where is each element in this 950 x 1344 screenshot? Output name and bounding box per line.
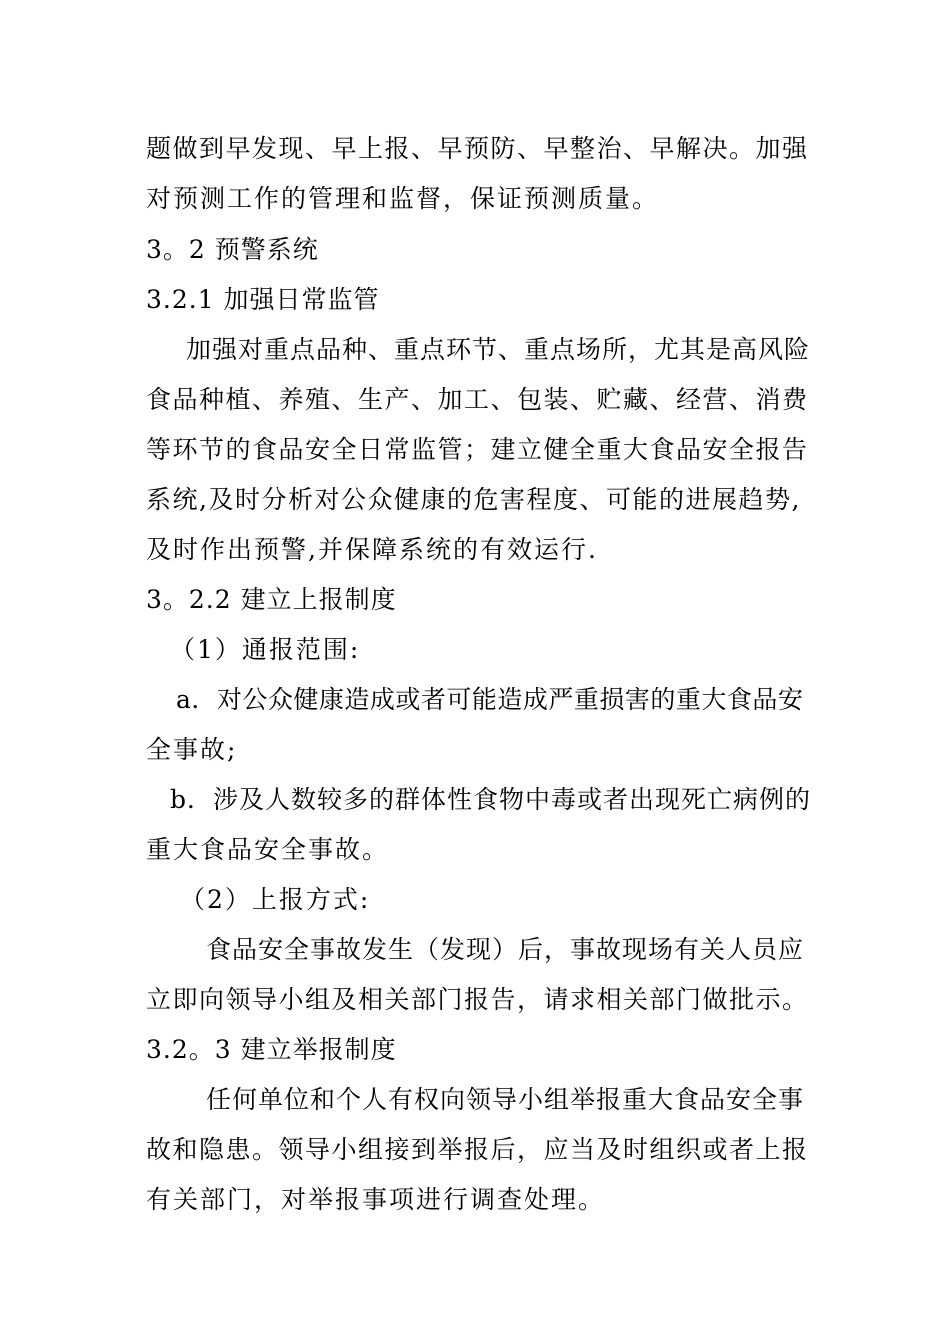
section-heading: 3。2 预警系统 [146,235,319,264]
paragraph-line: 食品安全事故发生（发现）后，事故现场有关人员应 [206,935,805,964]
paragraph-line: 故和隐患。领导小组接到举报后，应当及时组织或者上报 [146,1135,809,1164]
list-item-continuation: 重大食品安全事故。 [146,835,390,864]
list-item-continuation: 全事故; [146,735,238,764]
paragraph-line: 食品种植、养殖、生产、加工、包装、贮藏、经营、消费 [146,385,809,414]
paragraph-line: 等环节的食品安全日常监管；建立健全重大食品安全报告 [146,435,809,464]
paragraph-line: 系统,及时分析对公众健康的危害程度、可能的进展趋势, [146,485,801,514]
paragraph-line: 加强对重点品种、重点环节、重点场所，尤其是高风险 [186,335,811,364]
list-item: a．对公众健康造成或者可能造成严重损害的重大食品安 [176,685,804,714]
subsection-heading: 3.2.1 加强日常监管 [146,285,380,314]
list-heading: （2）上报方式: [180,885,371,914]
subsection-heading: 3.2。3 建立举报制度 [146,1035,397,1064]
list-item: b．涉及人数较多的群体性食物中毒或者出现死亡病例的 [170,785,812,814]
paragraph-line: 题做到早发现、早上报、早预防、早整治、早解决。加强 [146,134,809,163]
paragraph-line: 对预测工作的管理和监督，保证预测质量。 [146,184,660,213]
paragraph-line: 立即向领导小组及相关部门报告，请求相关部门做批示。 [146,985,809,1014]
list-heading: （1）通报范围: [170,635,361,664]
paragraph-line: 及时作出预警,并保障系统的有效运行. [146,535,598,564]
paragraph-line: 有关部门，对举报事项进行调查处理。 [146,1185,606,1214]
subsection-heading: 3。2.2 建立上报制度 [146,585,397,614]
paragraph-line: 任何单位和个人有权向领导小组举报重大食品安全事 [206,1085,805,1114]
